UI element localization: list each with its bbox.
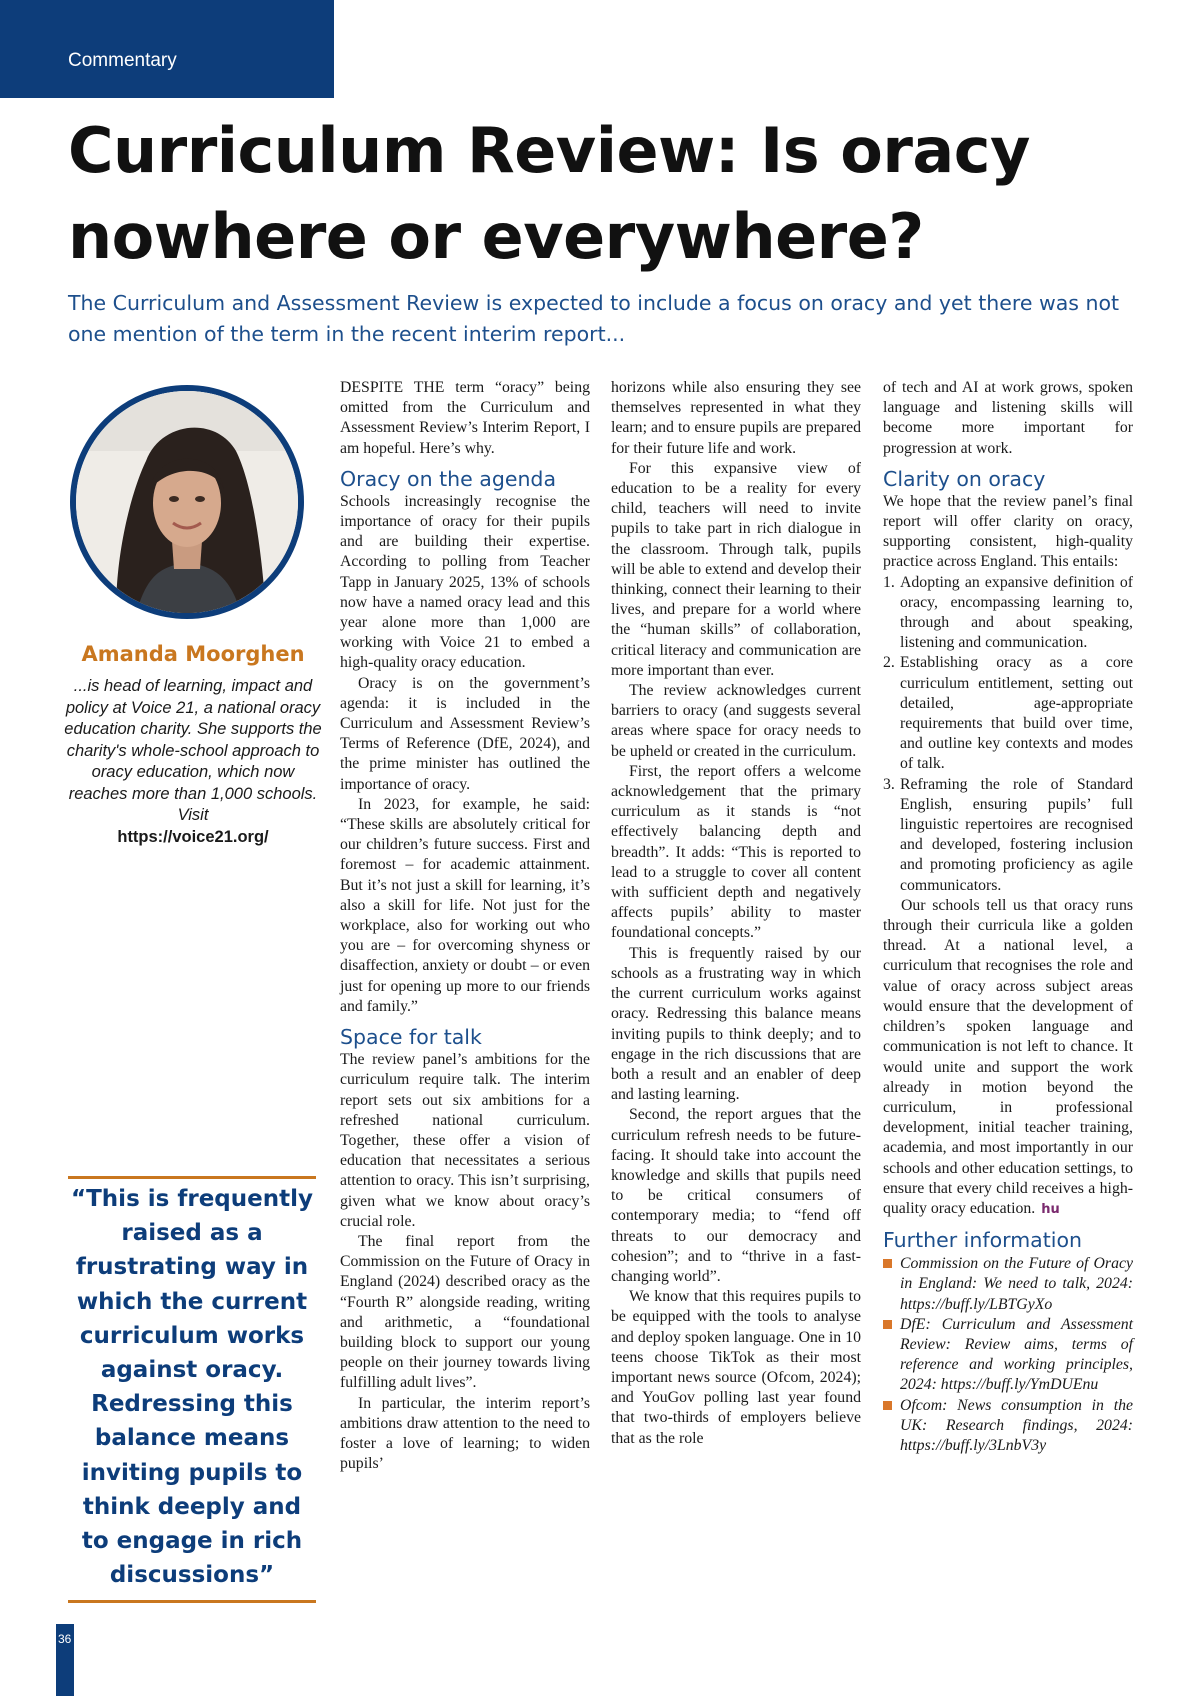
end-mark-logo: hu	[1041, 1201, 1060, 1217]
author-photo	[70, 385, 304, 619]
orange-square-bullet-icon	[883, 1320, 892, 1329]
subheading-further-information: Further information	[883, 1228, 1082, 1253]
reference-text: DfE: Curriculum and Assessment Review: Review aims, terms of reference and working principles, 2024: https://buff.ly/YmDUEnu	[900, 1315, 1133, 1394]
author-bio	[64, 676, 322, 848]
list-item	[883, 775, 1133, 896]
pull-quote: “This is frequently raised as a frustrating way in which the current curriculum works against oracy. Redressing this balance means inviting pupils to think deeply and to engage in rich discussions”	[71, 1186, 313, 1589]
pull-quote-rule-top	[68, 1176, 316, 1179]
author-url-link[interactable]: https://voice21.org/	[117, 827, 269, 846]
closing-paragraph-text: Our schools tell us that oracy runs through their curricula like a golden thread. At a national level, a curriculum that recognises the role and value of oracy across subject areas would ensure that the development of children’s spoken language and communication is not left to chance. It would unite and support the work already in motion beyond the curriculum, in professional development, initial teacher training, academia, and most importantly in our schools and other education settings, to ensure that every child receives a high-quality oracy education.	[883, 896, 1133, 1217]
subheading-clarity-on-oracy: Clarity on oracy	[883, 466, 1046, 491]
reference-text: Commission on the Future of Oracy in England: We need to talk, 2024: https://buff.ly/LBTGyXo	[900, 1255, 1133, 1313]
section-tag: Commentary	[68, 50, 177, 71]
author-portrait-illustration	[76, 391, 298, 613]
section-tag-box	[0, 0, 334, 98]
references-list	[883, 1254, 1133, 1456]
article-column-1	[340, 378, 590, 1474]
body-paragraph: For this expansive view of education to be a reality for every child, teachers will need to invite pupils to take part in rich dialogue in the classroom. Through talk, pupils will be able to extend and develop their thinking, connect their learning to their lives, and prepare for a world where the “human skills” of collaboration, critical literacy and communication are more important than ever.	[611, 459, 861, 679]
list-number: 3.	[883, 775, 895, 793]
list-number: 1.	[883, 573, 895, 591]
body-paragraph: The review panel’s ambitions for the curriculum require talk. The interim report sets out six ambitions for a refreshed national curriculum. Together, these offer a vision of education that necessitates a serious attention to oracy. This isn’t surprising, given what we know about oracy’s crucial role.	[340, 1051, 590, 1230]
list-item-text: Establishing oracy as a core curriculum entitlement, setting out detailed, age-appropriate requirements that build over time, and outline key contexts and modes of talk.	[900, 654, 1133, 773]
author-bio-text: ...is head of learning, impact and policy at Voice 21, a national oracy education charity. She supports the charity's whole-school approach to oracy education, which now reaches more than 1,000 schools. Visit	[64, 677, 322, 824]
article-column-3	[883, 378, 1133, 1456]
body-paragraph: In 2023, for example, he said: “These skills are absolutely critical for our children’s future success. First and foremost – for academic attainment. But it’s not just a skill for learning, it’s also a skill for life. Not just for the workplace, also for working out who you are – for overcoming shyness or disaffection, anxiety or doubt – or even just for opening up more to our friends and family.”	[340, 795, 590, 1015]
body-paragraph: Second, the report argues that the curriculum refresh needs to be future-facing. It should take into account the knowledge and skills that pupils need to be critical consumers of contemporary media; to “fend off threats to our democracy and cohesion”; and to “thrive in a fast-changing world”.	[611, 1106, 861, 1285]
list-item-text: Adopting an expansive definition of oracy, encompassing learning to, through and about speaking, listening and communication.	[900, 573, 1133, 652]
orange-square-bullet-icon	[883, 1259, 892, 1268]
recommendations-list	[883, 573, 1133, 896]
body-paragraph: We hope that the review panel’s final report will offer clarity on oracy, supporting consistent, high-quality practice across England. This entails:	[883, 492, 1133, 571]
reference-item[interactable]	[883, 1315, 1133, 1396]
body-paragraph: We know that this requires pupils to be equipped with the tools to analyse and deploy spoken language. One in 10 teens choose TikTok as their most important news source (Ofcom, 2024); and YouGov polling last year found that two-thirds of employers believe that as the role	[611, 1288, 861, 1447]
body-paragraph	[883, 896, 1133, 1220]
body-paragraph: The review acknowledges current barriers to oracy (and suggests several areas where space for oracy needs to be upheld or created in the curriculum.	[611, 682, 861, 760]
reference-item[interactable]	[883, 1254, 1133, 1315]
standfirst: The Curriculum and Assessment Review is expected to include a focus on oracy and yet there was not one mention of the term in the recent interim report...	[68, 291, 1120, 346]
page-number: 36	[58, 1632, 72, 1646]
body-paragraph: In particular, the interim report’s ambitions draw attention to the need to foster a love of learning; to widen pupils’	[340, 1394, 590, 1473]
body-paragraph: First, the report offers a welcome acknowledgement that the primary curriculum as it stands is “not effectively balancing depth and breadth”. It adds: “This is reported to lead to a struggle to cover all content with sufficient depth and negatively affects pupils’ ability to master foundational concepts.”	[611, 762, 861, 942]
headline: Curriculum Review: Is oracy nowhere or everywhere?	[68, 114, 1030, 273]
intro-paragraph: DESPITE THE term “oracy” being omitted from the Curriculum and Assessment Review’s Interim Report, I am hopeful. Here’s why.	[340, 379, 590, 457]
list-item	[883, 653, 1133, 774]
reference-text: Ofcom: News consumption in the UK: Research findings, 2024: https://buff.ly/3LnbV3y	[900, 1396, 1133, 1454]
body-paragraph: Oracy is on the government’s agenda: it is included in the Curriculum and Assessment Review’s Terms of Reference (DfE, 2024), and the prime minister has outlined the importance of oracy.	[340, 674, 590, 793]
body-paragraph: horizons while also ensuring they see themselves represented in what they learn; and to ensure pupils are prepared for their future life and work.	[611, 379, 861, 457]
author-name: Amanda Moorghen	[81, 642, 305, 666]
reference-item[interactable]	[883, 1396, 1133, 1457]
body-paragraph: The final report from the Commission on the Future of Oracy in England (2024) described oracy as the “Fourth R” alongside reading, writing and arithmetic, a “foundational building block to support our young people on their journey towards living fulfilling adult lives”.	[340, 1232, 590, 1392]
body-paragraph: Schools increasingly recognise the importance of oracy for their pupils and are building their expertise. According to polling from Teacher Tapp in January 2025, 13% of schools now have a named oracy lead and this year alone more than 1,000 are working with Voice 21 to embed a high-quality oracy education.	[340, 492, 590, 672]
list-item-text: Reframing the role of Standard English, ensuring pupils’ full linguistic repertoires are recognised and developed, fostering inclusion and promoting proficiency as agile communicators.	[900, 775, 1133, 894]
body-paragraph: This is frequently raised by our schools as a frustrating way in which the current curriculum works against oracy. Redressing this balance means inviting pupils to think deeply; and to engage in the rich discussions that are both a result and an enabler of deep and lasting learning.	[611, 944, 861, 1104]
body-paragraph: of tech and AI at work grows, spoken language and listening skills will become more important for progression at work.	[883, 379, 1133, 457]
pull-quote-rule-bottom	[68, 1600, 316, 1603]
list-number: 2.	[883, 654, 895, 672]
subheading-oracy-agenda: Oracy on the agenda	[340, 466, 557, 491]
subheading-space-for-talk: Space for talk	[340, 1025, 482, 1050]
article-column-2	[611, 378, 861, 1449]
orange-square-bullet-icon	[883, 1401, 892, 1410]
list-item	[883, 573, 1133, 654]
